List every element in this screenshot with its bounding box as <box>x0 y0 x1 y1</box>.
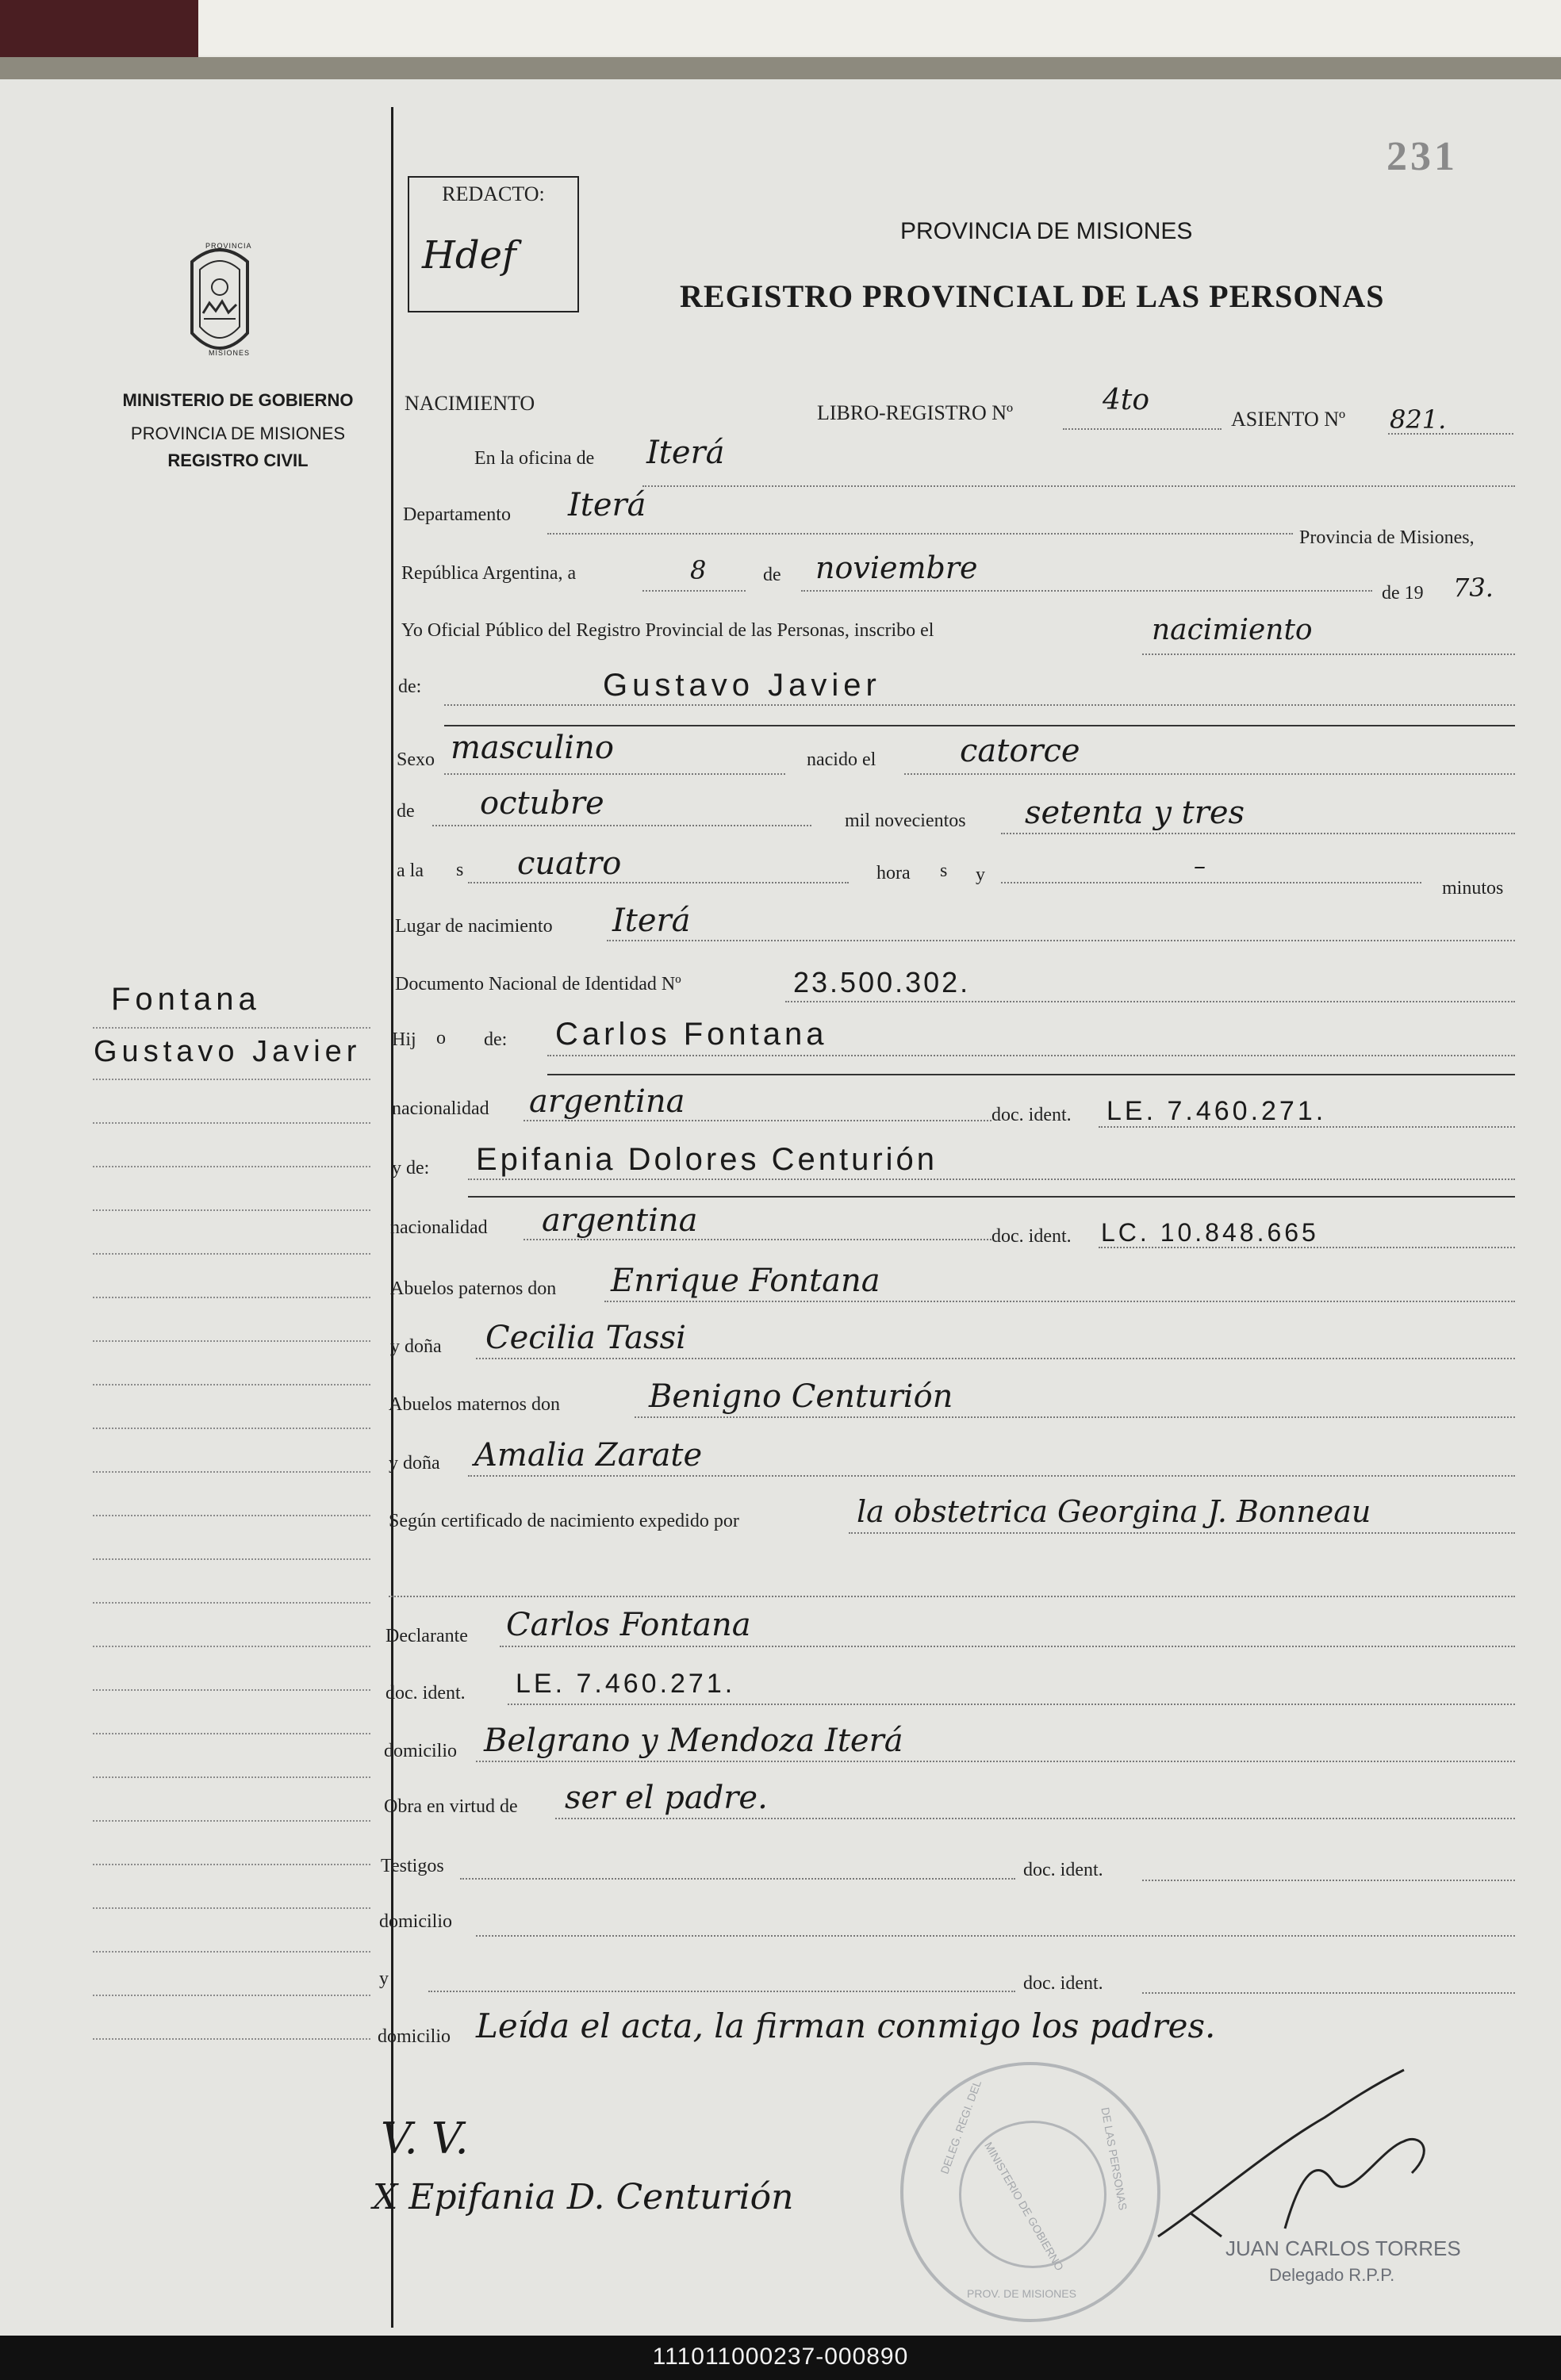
footer-bar <box>0 2336 1561 2380</box>
father-line <box>547 1055 1515 1056</box>
margin-line <box>93 1166 370 1167</box>
oficial-text: Yo Oficial Público del Registro Provincial de las Personas, inscribo el <box>401 620 934 641</box>
cert-line-2 <box>389 1596 1515 1597</box>
dom2-label: domicilio <box>379 1911 452 1932</box>
stamp-text-3: PROV. DE MISIONES <box>967 2287 1076 2300</box>
republica-label: República Argentina, a <box>401 563 577 584</box>
sexo-label: Sexo <box>397 749 435 770</box>
registry-title: REGISTRO PROVINCIAL DE LAS PERSONAS <box>680 278 1385 314</box>
child-name: Gustavo Javier <box>603 668 881 703</box>
doc2-line <box>1099 1247 1515 1248</box>
margin-line <box>93 1864 370 1865</box>
anio-line <box>1001 833 1515 834</box>
de-name-label: de: <box>398 676 422 697</box>
cert-value: la obstetrica Georgina J. Bonneau <box>857 1494 1371 1529</box>
declarante-value: Carlos Fontana <box>506 1607 751 1643</box>
child-name-line <box>444 704 1515 706</box>
nac1-value: argentina <box>529 1083 685 1120</box>
libro-line <box>1063 428 1222 430</box>
doc2-label: doc. ident. <box>991 1226 1072 1247</box>
stamp-inner-ring <box>959 2121 1107 2268</box>
record-type: NACIMIENTO <box>405 392 535 415</box>
redacto-label: REDACTO: <box>442 182 545 205</box>
nac2-label: nacionalidad <box>390 1217 488 1238</box>
lugar-line <box>607 940 1515 941</box>
year-label: de 19 <box>1382 583 1424 604</box>
margin-line <box>93 1602 370 1604</box>
margin-line <box>93 1951 370 1953</box>
margin-line <box>93 1995 370 1996</box>
margin-line <box>93 1776 370 1778</box>
doc1-line <box>1099 1126 1515 1128</box>
de-mes-label: de <box>397 801 415 822</box>
nacido-value: catorce <box>960 733 1080 769</box>
doct-label: doc. ident. <box>1023 1860 1103 1880</box>
oficial-line <box>1142 653 1515 655</box>
doct-line <box>1142 1880 1515 1881</box>
nac1-line <box>524 1120 991 1121</box>
sexo-value: masculino <box>451 730 614 766</box>
margin-line <box>93 1689 370 1691</box>
ydona2-value: Amalia Zarate <box>474 1437 703 1474</box>
doc1-value: LE. 7.460.271. <box>1107 1096 1327 1126</box>
binding-strip <box>0 57 1561 81</box>
nacido-line <box>904 773 1515 775</box>
domicilio-value: Belgrano y Mendoza Iterá <box>484 1723 903 1759</box>
mes-line <box>432 825 811 826</box>
testigos-label: Testigos <box>381 1856 444 1876</box>
abmat-value: Benigno Centurión <box>649 1378 953 1415</box>
ydona2-label: y doña <box>389 1453 440 1474</box>
hora-value: cuatro <box>517 845 622 882</box>
cert-label: Según certificado de nacimiento expedido por <box>389 1511 739 1531</box>
nac1-label: nacionalidad <box>392 1098 489 1119</box>
margin-line <box>93 1646 370 1647</box>
minutos-value: – <box>1194 853 1206 880</box>
margin-line <box>93 1384 370 1385</box>
official-round-stamp <box>900 2062 1160 2322</box>
domicilio-label: domicilio <box>384 1741 457 1761</box>
signature-father: V. V. <box>381 2114 469 2163</box>
y2-line <box>428 1991 1015 1992</box>
y-label: y <box>976 864 985 885</box>
sexo-line <box>444 773 785 775</box>
oficina-label: En la oficina de <box>474 448 595 469</box>
domicilio-line <box>476 1761 1515 1762</box>
provincia-text: Provincia de Misiones, <box>1299 527 1475 548</box>
abmat-label: Abuelos maternos don <box>389 1394 560 1415</box>
margin-line <box>93 1733 370 1734</box>
mother-rule <box>468 1196 1515 1198</box>
margin-line <box>93 1079 370 1080</box>
margin-line <box>93 1027 370 1029</box>
margin-line <box>93 1820 370 1822</box>
departamento-label: Departamento <box>403 504 511 525</box>
cert-line <box>849 1532 1515 1534</box>
dni-line <box>785 1001 1515 1002</box>
redacto-box <box>408 176 579 312</box>
oficial-value: nacimiento <box>1152 614 1313 646</box>
dni-value: 23.500.302. <box>793 966 971 998</box>
asiento-line <box>1388 433 1513 435</box>
margin-line <box>93 1515 370 1516</box>
hora-suffix: s <box>940 860 948 881</box>
abmat-line <box>635 1416 1515 1418</box>
margin-line <box>93 2038 370 2040</box>
document-id: 111011000237-000890 <box>652 2344 909 2370</box>
yde-label: y de: <box>392 1158 430 1179</box>
margin-line <box>93 1297 370 1298</box>
father-name: Carlos Fontana <box>555 1017 828 1052</box>
day-value: 8 <box>690 555 707 585</box>
margin-line <box>93 1428 370 1429</box>
docd-value: LE. 7.460.271. <box>516 1669 736 1699</box>
obra-label: Obra en virtud de <box>384 1796 518 1817</box>
doct2-line <box>1142 1992 1515 1994</box>
doct2-label: doc. ident. <box>1023 1973 1103 1994</box>
margin-surname: Fontana <box>111 982 261 1017</box>
margin-line <box>93 1471 370 1473</box>
margin-line <box>93 1122 370 1124</box>
official-stamp-title: Delegado R.P.P. <box>1269 2265 1395 2285</box>
doc2-value: LC. 10.848.665 <box>1101 1218 1319 1247</box>
mother-line <box>468 1179 1515 1180</box>
departamento-value: Iterá <box>568 487 646 523</box>
obra-line <box>555 1818 1515 1819</box>
father-rule <box>547 1074 1515 1075</box>
signature-mother: X Epifania D. Centurión <box>373 2177 794 2217</box>
ydona1-line <box>476 1358 1515 1359</box>
obra-value: ser el padre. <box>565 1780 768 1816</box>
ydona1-value: Cecilia Tassi <box>485 1320 686 1356</box>
official-signature <box>1142 2054 1475 2260</box>
declarante-label: Declarante <box>385 1626 468 1646</box>
doc1-label: doc. ident. <box>991 1105 1072 1125</box>
ministry-line-1: MINISTERIO DE GOBIERNO <box>122 390 354 410</box>
oficina-value: Iterá <box>646 435 725 471</box>
ala-suffix: s <box>456 860 464 880</box>
oficina-line <box>642 485 1515 487</box>
year-value: 73. <box>1453 573 1494 603</box>
docd-label: doc. ident. <box>385 1683 466 1704</box>
dni-label: Documento Nacional de Identidad Nº <box>395 974 681 995</box>
hijo-suffix: o <box>436 1028 446 1048</box>
redacto-value: Hdef <box>422 233 516 278</box>
minutos-line <box>1001 882 1421 883</box>
hijo-label: Hij <box>392 1029 416 1050</box>
docd-line <box>508 1704 1515 1705</box>
abpat-value: Enrique Fontana <box>611 1263 880 1299</box>
abpat-label: Abuelos paternos don <box>390 1278 557 1299</box>
province-seal-icon <box>184 238 255 365</box>
stamp-text-1: DELEG. REGI. DEL <box>938 2078 984 2176</box>
margin-line <box>93 1907 370 1909</box>
seal-text-top: PROVINCIA <box>205 242 252 250</box>
previous-page-edge <box>198 0 1561 56</box>
nac2-value: argentina <box>542 1202 698 1239</box>
page-number: 231 <box>1386 134 1458 179</box>
hijo-de-label: de: <box>484 1029 508 1050</box>
y2-label: y <box>379 1968 389 1989</box>
nac2-line <box>524 1239 991 1240</box>
margin-line <box>93 1253 370 1255</box>
testigos-line <box>460 1878 1015 1880</box>
child-name-rule <box>444 725 1515 726</box>
ala-label: a la <box>397 860 424 881</box>
stamp-text-2: MINISTERIO DE GOBIERNO <box>982 2140 1067 2273</box>
mes-value: octubre <box>480 785 604 822</box>
lugar-value: Iterá <box>612 903 691 939</box>
province-title: PROVINCIA DE MISIONES <box>900 218 1193 244</box>
minutos-label: minutos <box>1442 878 1504 899</box>
hora-label: hora <box>876 863 911 883</box>
margin-line <box>93 1340 370 1342</box>
nacido-label: nacido el <box>807 749 876 770</box>
month-value: noviembre <box>815 550 978 585</box>
de-label: de <box>763 565 781 585</box>
ydona2-line <box>468 1475 1515 1477</box>
asiento-label: ASIENTO Nº <box>1231 408 1346 431</box>
anio-value: setenta y tres <box>1025 795 1245 831</box>
mil-label: mil novecientos <box>845 811 966 831</box>
stamp-text-4: DE LAS PERSONAS <box>1099 2106 1130 2212</box>
lectura-value: Leída el acta, la firman conmigo los padres. <box>476 2006 1216 2045</box>
abpat-line <box>604 1301 1515 1302</box>
mother-name: Epifania Dolores Centurión <box>476 1142 938 1177</box>
margin-line <box>93 1209 370 1211</box>
margin-line <box>93 1558 370 1560</box>
asiento-value: 821. <box>1390 404 1447 435</box>
day-line <box>642 590 746 592</box>
libro-value: 4to <box>1103 384 1150 416</box>
lugar-label: Lugar de nacimiento <box>395 916 553 937</box>
departamento-line <box>547 533 1293 535</box>
declarante-line <box>500 1646 1515 1647</box>
ministry-line-2: PROVINCIA DE MISIONES <box>130 423 346 443</box>
dom3-label: domicilio <box>378 2026 451 2047</box>
ydona1-label: y doña <box>390 1336 442 1357</box>
dom2-line <box>476 1935 1515 1937</box>
libro-label: LIBRO-REGISTRO Nº <box>817 401 1014 424</box>
ministry-line-3: REGISTRO CIVIL <box>167 450 309 470</box>
seal-text-bottom: MISIONES <box>209 349 251 357</box>
margin-given-names: Gustavo Javier <box>94 1035 362 1068</box>
month-line <box>801 590 1372 592</box>
official-stamp-name: JUAN CARLOS TORRES <box>1225 2236 1461 2260</box>
hora-line <box>468 882 849 883</box>
